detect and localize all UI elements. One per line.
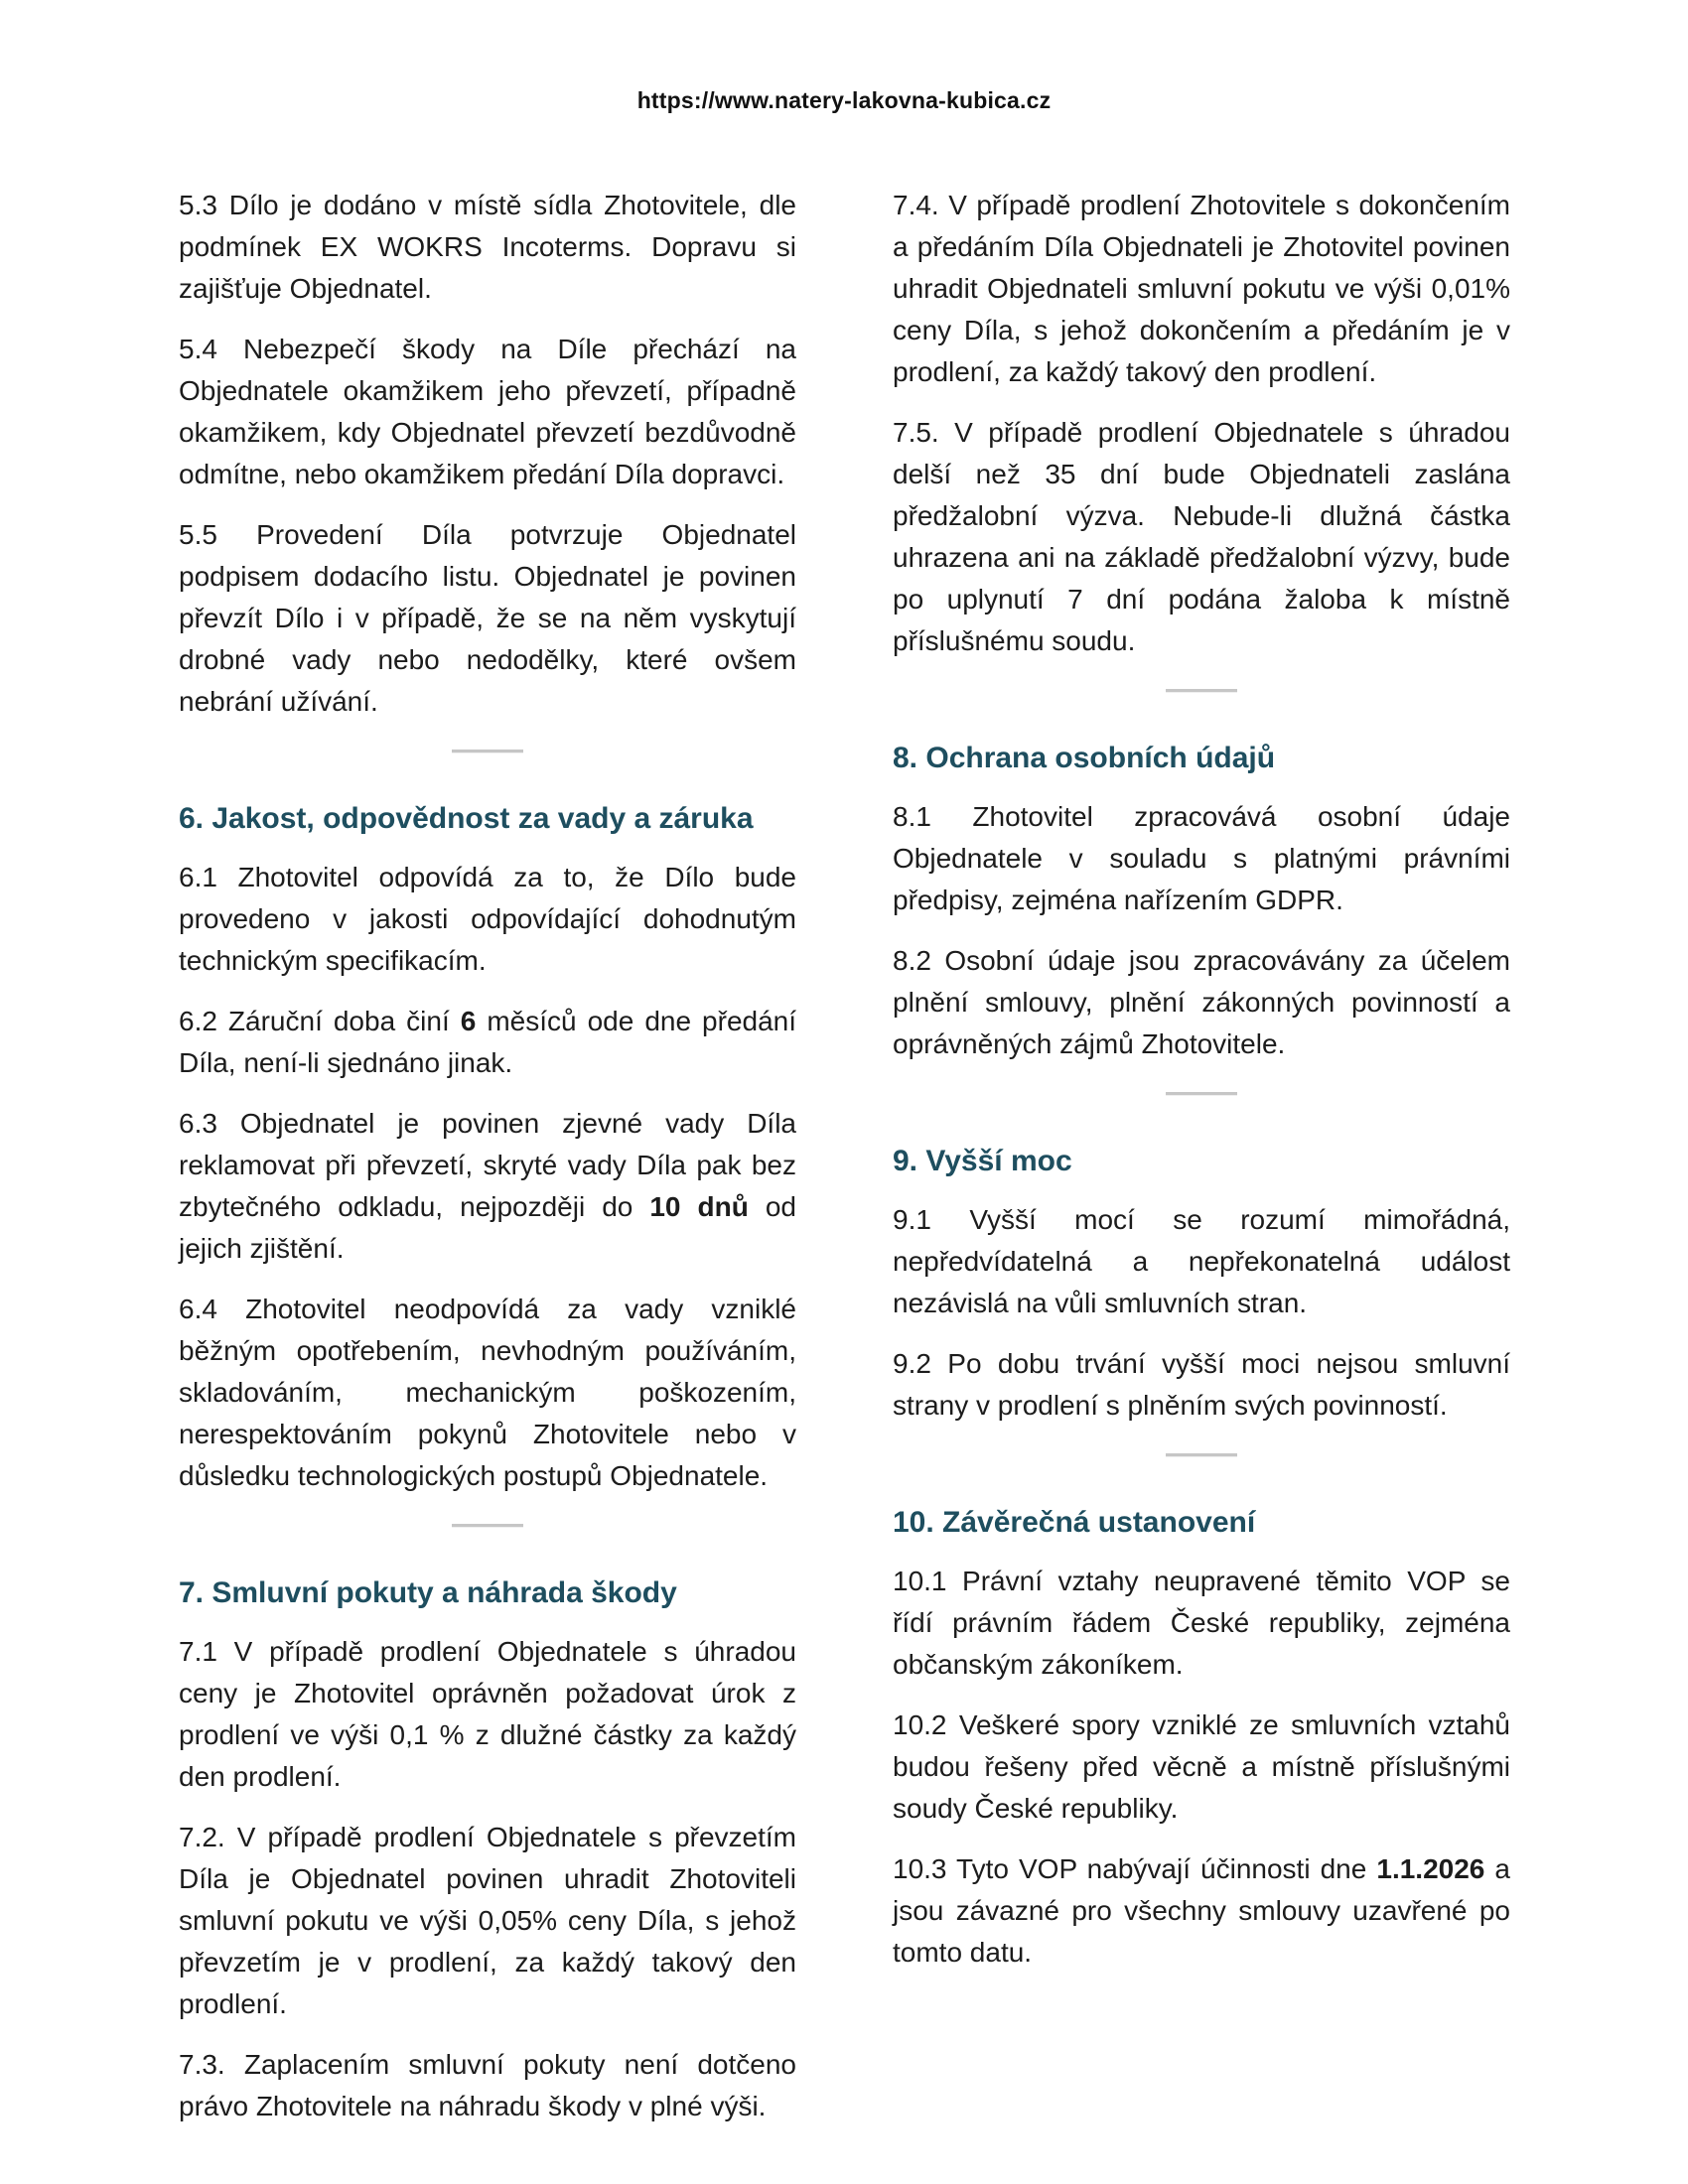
- clause-9-2: [893, 1343, 1510, 1427]
- text-run: 8.2 Osobní údaje jsou zpracovávány za účelem plnění smlouvy, plnění zákonných povinností a oprávněných zájmů Zhotovitele.: [893, 945, 1510, 1059]
- text-run: 5.5 Provedení Díla potvrzuje Objednatel podpisem dodacího listu. Objednatel je povinen převzít Dílo i v případě, že se na něm vyskytují drobné vady nebo nedodělky, které ovšem nebrání užívání.: [179, 519, 796, 717]
- section-8-heading: [893, 737, 1510, 780]
- section-9-heading: [893, 1140, 1510, 1183]
- text-run: 6.4 Zhotovitel neodpovídá za vady vzniklé běžným opotřebením, nevhodným používáním, skladováním, mechanickým poškozením, nerespektováním pokynů Zhotovitele nebo v důsledku technologických postupů Objednatele.: [179, 1294, 796, 1491]
- text-run: 7.2. V případě prodlení Objednatele s převzetím Díla je Objednatel povinen uhradit Zhotoviteli smluvní pokutu ve výši 0,05% ceny Díla, s jehož převzetím je v prodlení, za každý takový den prodlení.: [179, 1822, 796, 2019]
- text-run: 8.1 Zhotovitel zpracovává osobní údaje Objednatele v souladu s platnými právními předpisy, zejména nařízením GDPR.: [893, 801, 1510, 915]
- text-run: 7.1 V případě prodlení Objednatele s úhradou ceny je Zhotovitel oprávněn požadovat úrok z prodlení ve výši 0,1 % z dlužné částky za každý den prodlení.: [179, 1636, 796, 1792]
- section-divider: [452, 1524, 523, 1528]
- bold-text-run: 6: [460, 1006, 477, 1036]
- text-run: 5.3 Dílo je dodáno v místě sídla Zhotovitele, dle podmínek EX WOKRS Incoterms. Dopravu si zajišťuje Objednatel.: [179, 190, 796, 304]
- clause-8-2: [893, 940, 1510, 1065]
- text-run: od jejich zjištění.: [179, 1191, 796, 1264]
- text-run: 10. Závěrečná ustanovení: [893, 1506, 1256, 1539]
- text-run: 8. Ochrana osobních údajů: [893, 742, 1276, 774]
- bold-text-run: 1.1.2026: [1376, 1853, 1485, 1884]
- section-divider: [1166, 689, 1237, 693]
- text-run: 6.1 Zhotovitel odpovídá za to, že Dílo bude provedeno v jakosti odpovídající dohodnutým technickým specifikacím.: [179, 862, 796, 976]
- text-run: měsíců ode dne předání Díla, není-li sjednáno jinak.: [179, 1006, 797, 1078]
- section-divider: [452, 750, 523, 753]
- header-url: https://www.natery-lakovna-kubica.cz: [636, 87, 1052, 113]
- section-divider: [1166, 1092, 1237, 1096]
- text-run: 10.2 Veškeré spory vzniklé ze smluvních vztahů budou řešeny před věcně a místně příslušnými soudy České republiky.: [893, 1709, 1510, 1824]
- document-body: [179, 185, 1510, 2146]
- clause-5-4: [179, 329, 796, 495]
- text-run: a jsou závazné pro všechny smlouvy uzavřené po tomto datu.: [893, 1853, 1511, 1968]
- text-run: 7. Smluvní pokuty a náhrada škody: [179, 1576, 677, 1609]
- text-run: 10.3 Tyto VOP nabývají účinnosti dne: [893, 1853, 1377, 1884]
- clause-10-1: [893, 1561, 1510, 1686]
- clause-7-2: [179, 1817, 796, 2025]
- clause-7-4: [893, 185, 1510, 393]
- clause-5-3: [179, 185, 796, 310]
- clause-5-5: [179, 514, 796, 723]
- text-run: 7.4. V případě prodlení Zhotovitele s dokončením a předáním Díla Objednateli je Zhotovitel povinen uhradit Objednateli smluvní pokutu ve výši 0,01% ceny Díla, s jehož dokončením a předáním je v prodlení, za každý takový den prodlení.: [893, 190, 1510, 387]
- text-run: 9. Vyšší moc: [893, 1145, 1072, 1177]
- text-run: 9.2 Po dobu trvání vyšší moci nejsou smluvní strany v prodlení s plněním svých povinností.: [893, 1348, 1510, 1421]
- clause-8-1: [893, 796, 1510, 921]
- clause-9-1: [893, 1199, 1510, 1324]
- clause-7-3: [179, 2044, 796, 2127]
- clause-7-1: [179, 1631, 796, 1798]
- section-7-heading: [179, 1571, 796, 1615]
- clause-7-5: [893, 412, 1510, 662]
- column-left: [179, 185, 796, 2146]
- bold-text-run: 10 dnů: [649, 1191, 749, 1222]
- text-run: 7.5. V případě prodlení Objednatele s úhradou delší než 35 dní bude Objednateli zaslána předžalobní výzva. Nebude-li dlužná částka uhrazena ani na základě předžalobní výzvy, bude po uplynutí 7 dní podána žaloba k místně příslušnému soudu.: [893, 417, 1510, 656]
- clause-6-3: [179, 1103, 796, 1270]
- text-run: 10.1 Právní vztahy neupravené těmito VOP se řídí právním řádem České republiky, zejména občanským zákoníkem.: [893, 1566, 1510, 1680]
- clause-6-4: [179, 1289, 796, 1497]
- column-right: [893, 185, 1510, 2146]
- text-run: 7.3. Zaplacením smluvní pokuty není dotčeno právo Zhotovitele na náhradu škody v plné výši.: [179, 2049, 796, 2121]
- text-run: 6. Jakost, odpovědnost za vady a záruka: [179, 802, 754, 835]
- text-run: 9.1 Vyšší mocí se rozumí mimořádná, nepředvídatelná a nepřekonatelná událost nezávislá na vůli smluvních stran.: [893, 1204, 1510, 1318]
- clause-10-2: [893, 1705, 1510, 1830]
- clause-10-3: [893, 1848, 1510, 1974]
- section-divider: [1166, 1453, 1237, 1457]
- text-run: 6.2 Záruční doba činí: [179, 1006, 461, 1036]
- text-run: 6.3 Objednatel je povinen zjevné vady Díla reklamovat při převzetí, skryté vady Díla pak bez zbytečného odkladu, nejpozději do: [179, 1108, 796, 1222]
- section-6-heading: [179, 797, 796, 841]
- section-10-heading: [893, 1501, 1510, 1545]
- clause-6-1: [179, 857, 796, 982]
- text-run: 5.4 Nebezpečí škody na Díle přechází na Objednatele okamžikem jeho převzetí, případně okamžikem, kdy Objednatel převzetí bezdůvodně odmítne, nebo okamžikem předání Díla dopravci.: [179, 334, 796, 489]
- clause-6-2: [179, 1001, 796, 1084]
